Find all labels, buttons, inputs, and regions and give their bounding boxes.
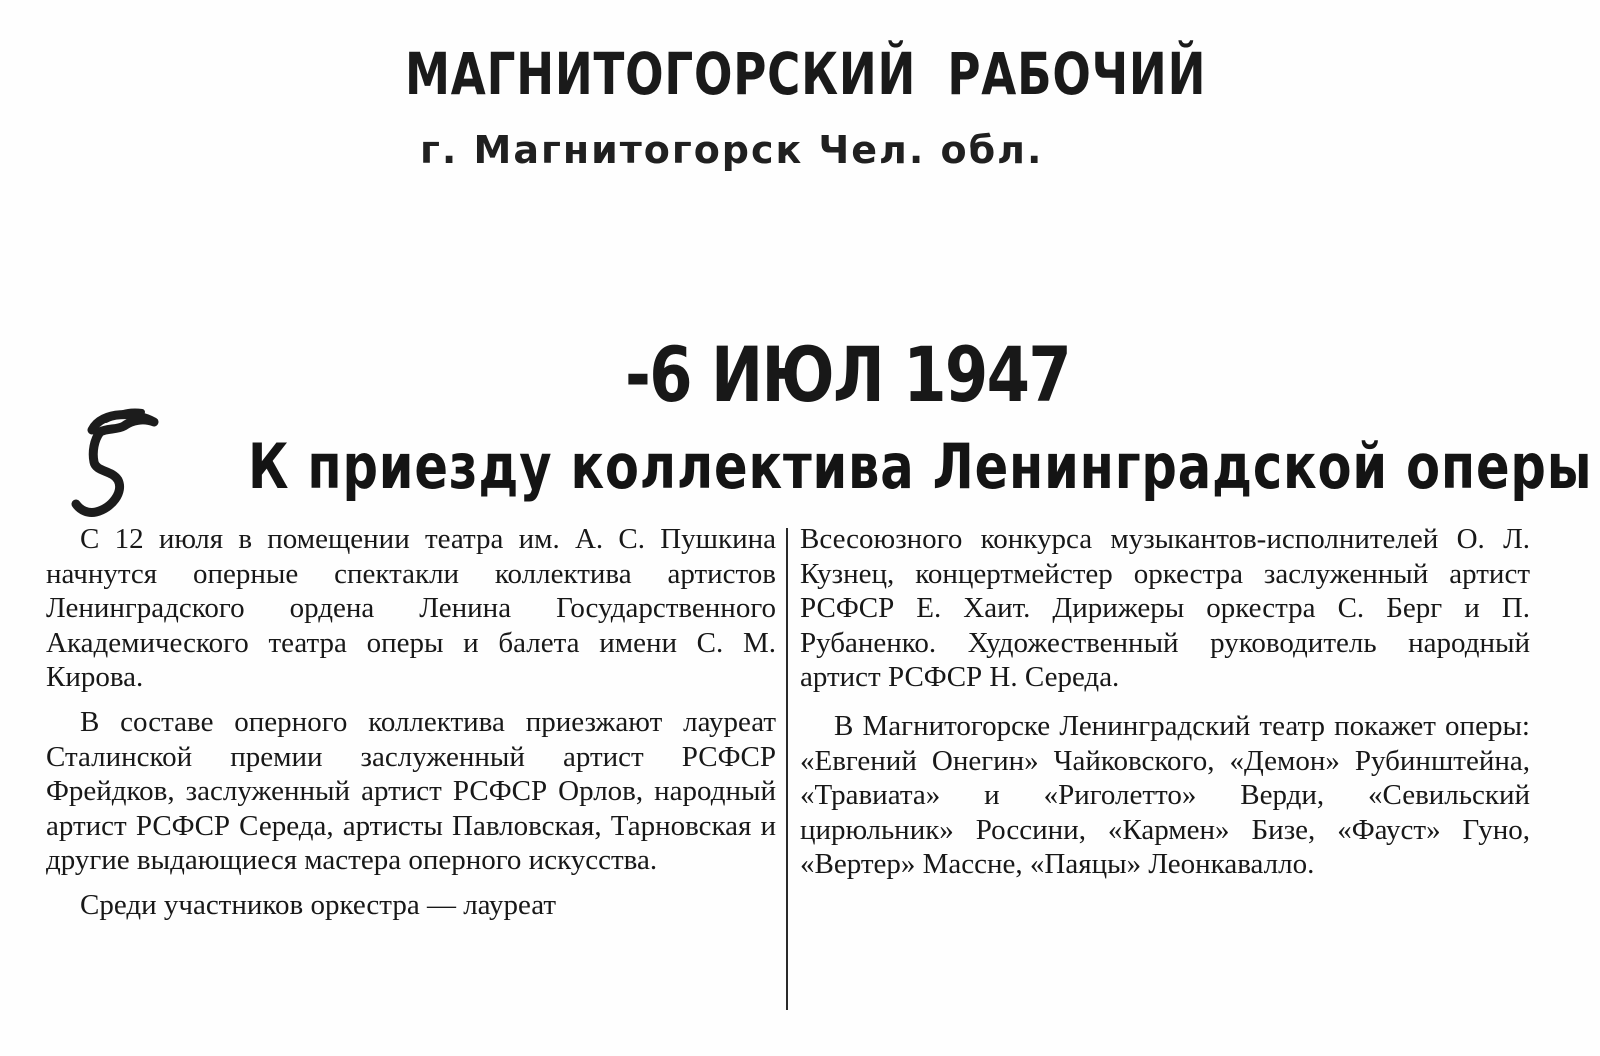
article-paragraph: В Магнитогорске Ленинградский театр покажет оперы: «Евгений Онегин» Чайковского, «Демон» Рубинштейна, «Травиата» и «Риголетто» Верди, «Севильский цирюльник» Россини, «Кармен» Бизе, «Фауст» Гуно, «Вертер» Массне, «Паяцы» Леонкавалло. xyxy=(800,709,1530,881)
article-paragraph: С 12 июля в помещении театра им. А. С. Пушкина начнутся оперные спектакли коллектива артистов Ленинградского ордена Ленина Государственного Академического театра оперы и балета имени С. М. Кирова. xyxy=(46,523,776,694)
column-divider xyxy=(786,528,788,1010)
article-left-column xyxy=(46,522,776,933)
handwritten-mark-icon xyxy=(62,400,172,520)
masthead-title-word-2: РАБОЧИЙ xyxy=(947,40,1207,108)
masthead-city: г. Магнитогорск Чел. обл. xyxy=(420,128,1044,172)
masthead-title-word-1: МАГНИТОГОРСКИЙ xyxy=(405,40,917,108)
article-paragraph: В составе оперного коллектива приезжают лауреат Сталинской премии заслуженный артист РСФСР Фрейдков, заслуженный артист РСФСР Орлов, народный артист РСФСР Середа, артисты Павловская, Тарновская и другие выдающиеся мастера оперного искусства. xyxy=(46,705,776,877)
article-paragraph: Всесоюзного конкурса музыкантов-исполнителей О. Л. Кузнец, концертмейстер оркестра заслуженный артист РСФСР Е. Хаит. Дирижеры оркестра С. Берг и П. Рубаненко. Художественный руководитель народный артист РСФСР Н. Середа. xyxy=(800,523,1530,694)
masthead-title xyxy=(405,40,1207,108)
article-right-column xyxy=(800,522,1530,892)
date-stamp: -6 ИЮЛ 1947 xyxy=(625,330,1071,419)
article-headline: К приезду коллектива Ленинградской оперы xyxy=(248,430,1593,503)
article-paragraph: Среди участников оркестра — лауреат xyxy=(80,888,557,921)
